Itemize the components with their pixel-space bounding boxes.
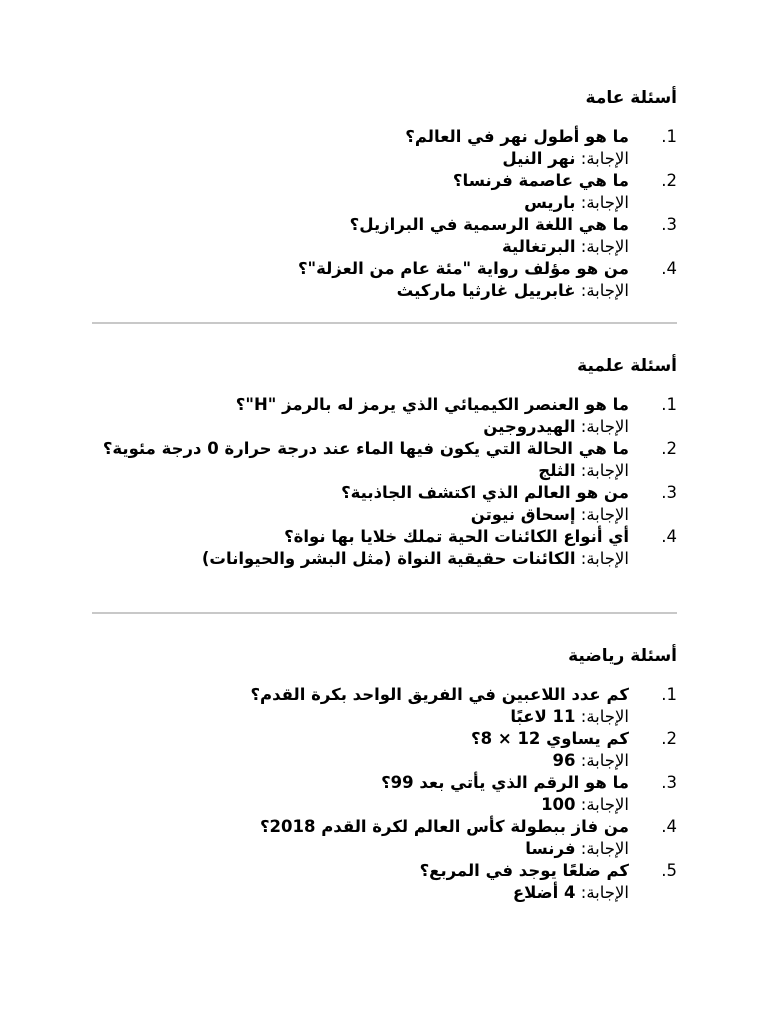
answer-text: غابرييل غارثيا ماركيث bbox=[396, 281, 576, 300]
question-text: من هو العالم الذي اكتشف الجاذبية؟ bbox=[341, 483, 629, 502]
list-item bbox=[92, 126, 677, 170]
question-text: ما هي عاصمة فرنسا؟ bbox=[452, 171, 629, 190]
question-text: ما هي الحالة التي يكون فيها الماء عند درجة حرارة 0 درجة مئوية؟ bbox=[102, 439, 629, 458]
answer-label: الإجابة: bbox=[580, 707, 629, 726]
answer-text: فرنسا bbox=[525, 839, 576, 858]
answer-line bbox=[92, 794, 629, 816]
answer-label: الإجابة: bbox=[580, 237, 629, 256]
section-divider bbox=[92, 322, 677, 324]
list-item bbox=[92, 170, 677, 214]
answer-label: الإجابة: bbox=[580, 417, 629, 436]
answer-line bbox=[92, 460, 629, 482]
list-item bbox=[92, 816, 677, 860]
answer-line bbox=[92, 706, 629, 728]
question-text: ما هو الرقم الذي يأتي بعد 99؟ bbox=[381, 773, 629, 792]
answer-text: 4 أضلاع bbox=[512, 883, 576, 902]
list-item bbox=[92, 728, 677, 772]
list-item bbox=[92, 526, 677, 570]
list-item bbox=[92, 214, 677, 258]
question-text: كم ضلعًا يوجد في المربع؟ bbox=[419, 861, 629, 880]
answer-line bbox=[92, 838, 629, 860]
item-number: 1. bbox=[661, 395, 677, 414]
answer-line bbox=[92, 882, 629, 904]
item-number: 5. bbox=[661, 861, 677, 880]
answer-label: الإجابة: bbox=[580, 751, 629, 770]
answer-text: 96 bbox=[552, 751, 576, 770]
answer-line bbox=[92, 148, 629, 170]
answer-text: باريس bbox=[524, 193, 576, 212]
answer-label: الإجابة: bbox=[580, 149, 629, 168]
section-science bbox=[92, 354, 677, 568]
list-item bbox=[92, 684, 677, 728]
question-text: أي أنواع الكائنات الحية تملك خلايا بها نواة؟ bbox=[284, 527, 629, 546]
answer-line bbox=[92, 548, 629, 570]
item-number: 2. bbox=[661, 439, 677, 458]
item-number: 4. bbox=[661, 259, 677, 278]
question-text: ما هو أطول نهر في العالم؟ bbox=[405, 127, 629, 146]
section-title: أسئلة عامة bbox=[585, 88, 677, 108]
question-list bbox=[92, 126, 677, 302]
answer-text: إسحاق نيوتن bbox=[470, 505, 576, 524]
section-sports bbox=[92, 644, 677, 902]
item-number: 3. bbox=[661, 773, 677, 792]
answer-label: الإجابة: bbox=[580, 461, 629, 480]
item-number: 3. bbox=[661, 215, 677, 234]
item-number: 4. bbox=[661, 817, 677, 836]
answer-label: الإجابة: bbox=[580, 193, 629, 212]
list-item bbox=[92, 394, 677, 438]
item-number: 1. bbox=[661, 127, 677, 146]
answer-text: 100 bbox=[541, 795, 576, 814]
item-number: 4. bbox=[661, 527, 677, 546]
item-number: 2. bbox=[661, 171, 677, 190]
question-text: ما هي اللغة الرسمية في البرازيل؟ bbox=[349, 215, 629, 234]
list-item bbox=[92, 258, 677, 302]
section-general bbox=[92, 86, 677, 300]
answer-label: الإجابة: bbox=[580, 883, 629, 902]
answer-line bbox=[92, 192, 629, 214]
section-divider bbox=[92, 612, 677, 614]
list-item bbox=[92, 482, 677, 526]
question-text: كم عدد اللاعبين في الفريق الواحد بكرة القدم؟ bbox=[250, 685, 629, 704]
answer-text: الكائنات حقيقية النواة (مثل البشر والحيوانات) bbox=[201, 549, 576, 568]
list-item bbox=[92, 860, 677, 904]
item-number: 2. bbox=[661, 729, 677, 748]
question-list bbox=[92, 394, 677, 570]
answer-line bbox=[92, 416, 629, 438]
section-title: أسئلة رياضية bbox=[568, 646, 677, 666]
answer-line bbox=[92, 236, 629, 258]
question-text: كم يساوي 12 × 8؟ bbox=[471, 729, 629, 748]
answer-text: نهر النيل bbox=[502, 149, 576, 168]
item-number: 1. bbox=[661, 685, 677, 704]
answer-line bbox=[92, 750, 629, 772]
list-item bbox=[92, 772, 677, 816]
item-number: 3. bbox=[661, 483, 677, 502]
question-text: ما هو العنصر الكيميائي الذي يرمز له بالرمز "H"؟ bbox=[235, 395, 629, 414]
list-item bbox=[92, 438, 677, 482]
answer-label: الإجابة: bbox=[580, 505, 629, 524]
answer-label: الإجابة: bbox=[580, 839, 629, 858]
answer-line bbox=[92, 504, 629, 526]
answer-label: الإجابة: bbox=[580, 549, 629, 568]
answer-text: الهيدروجين bbox=[483, 417, 576, 436]
question-list bbox=[92, 684, 677, 904]
question-text: من فاز ببطولة كأس العالم لكرة القدم 2018؟ bbox=[259, 817, 629, 836]
answer-text: 11 لاعبًا bbox=[510, 707, 576, 726]
question-text: من هو مؤلف رواية "مئة عام من العزلة"؟ bbox=[297, 259, 629, 278]
section-title: أسئلة علمية bbox=[577, 356, 677, 376]
answer-label: الإجابة: bbox=[580, 281, 629, 300]
answer-label: الإجابة: bbox=[580, 795, 629, 814]
answer-line bbox=[92, 280, 629, 302]
answer-text: البرتغالية bbox=[502, 237, 576, 256]
answer-text: الثلج bbox=[538, 461, 576, 480]
